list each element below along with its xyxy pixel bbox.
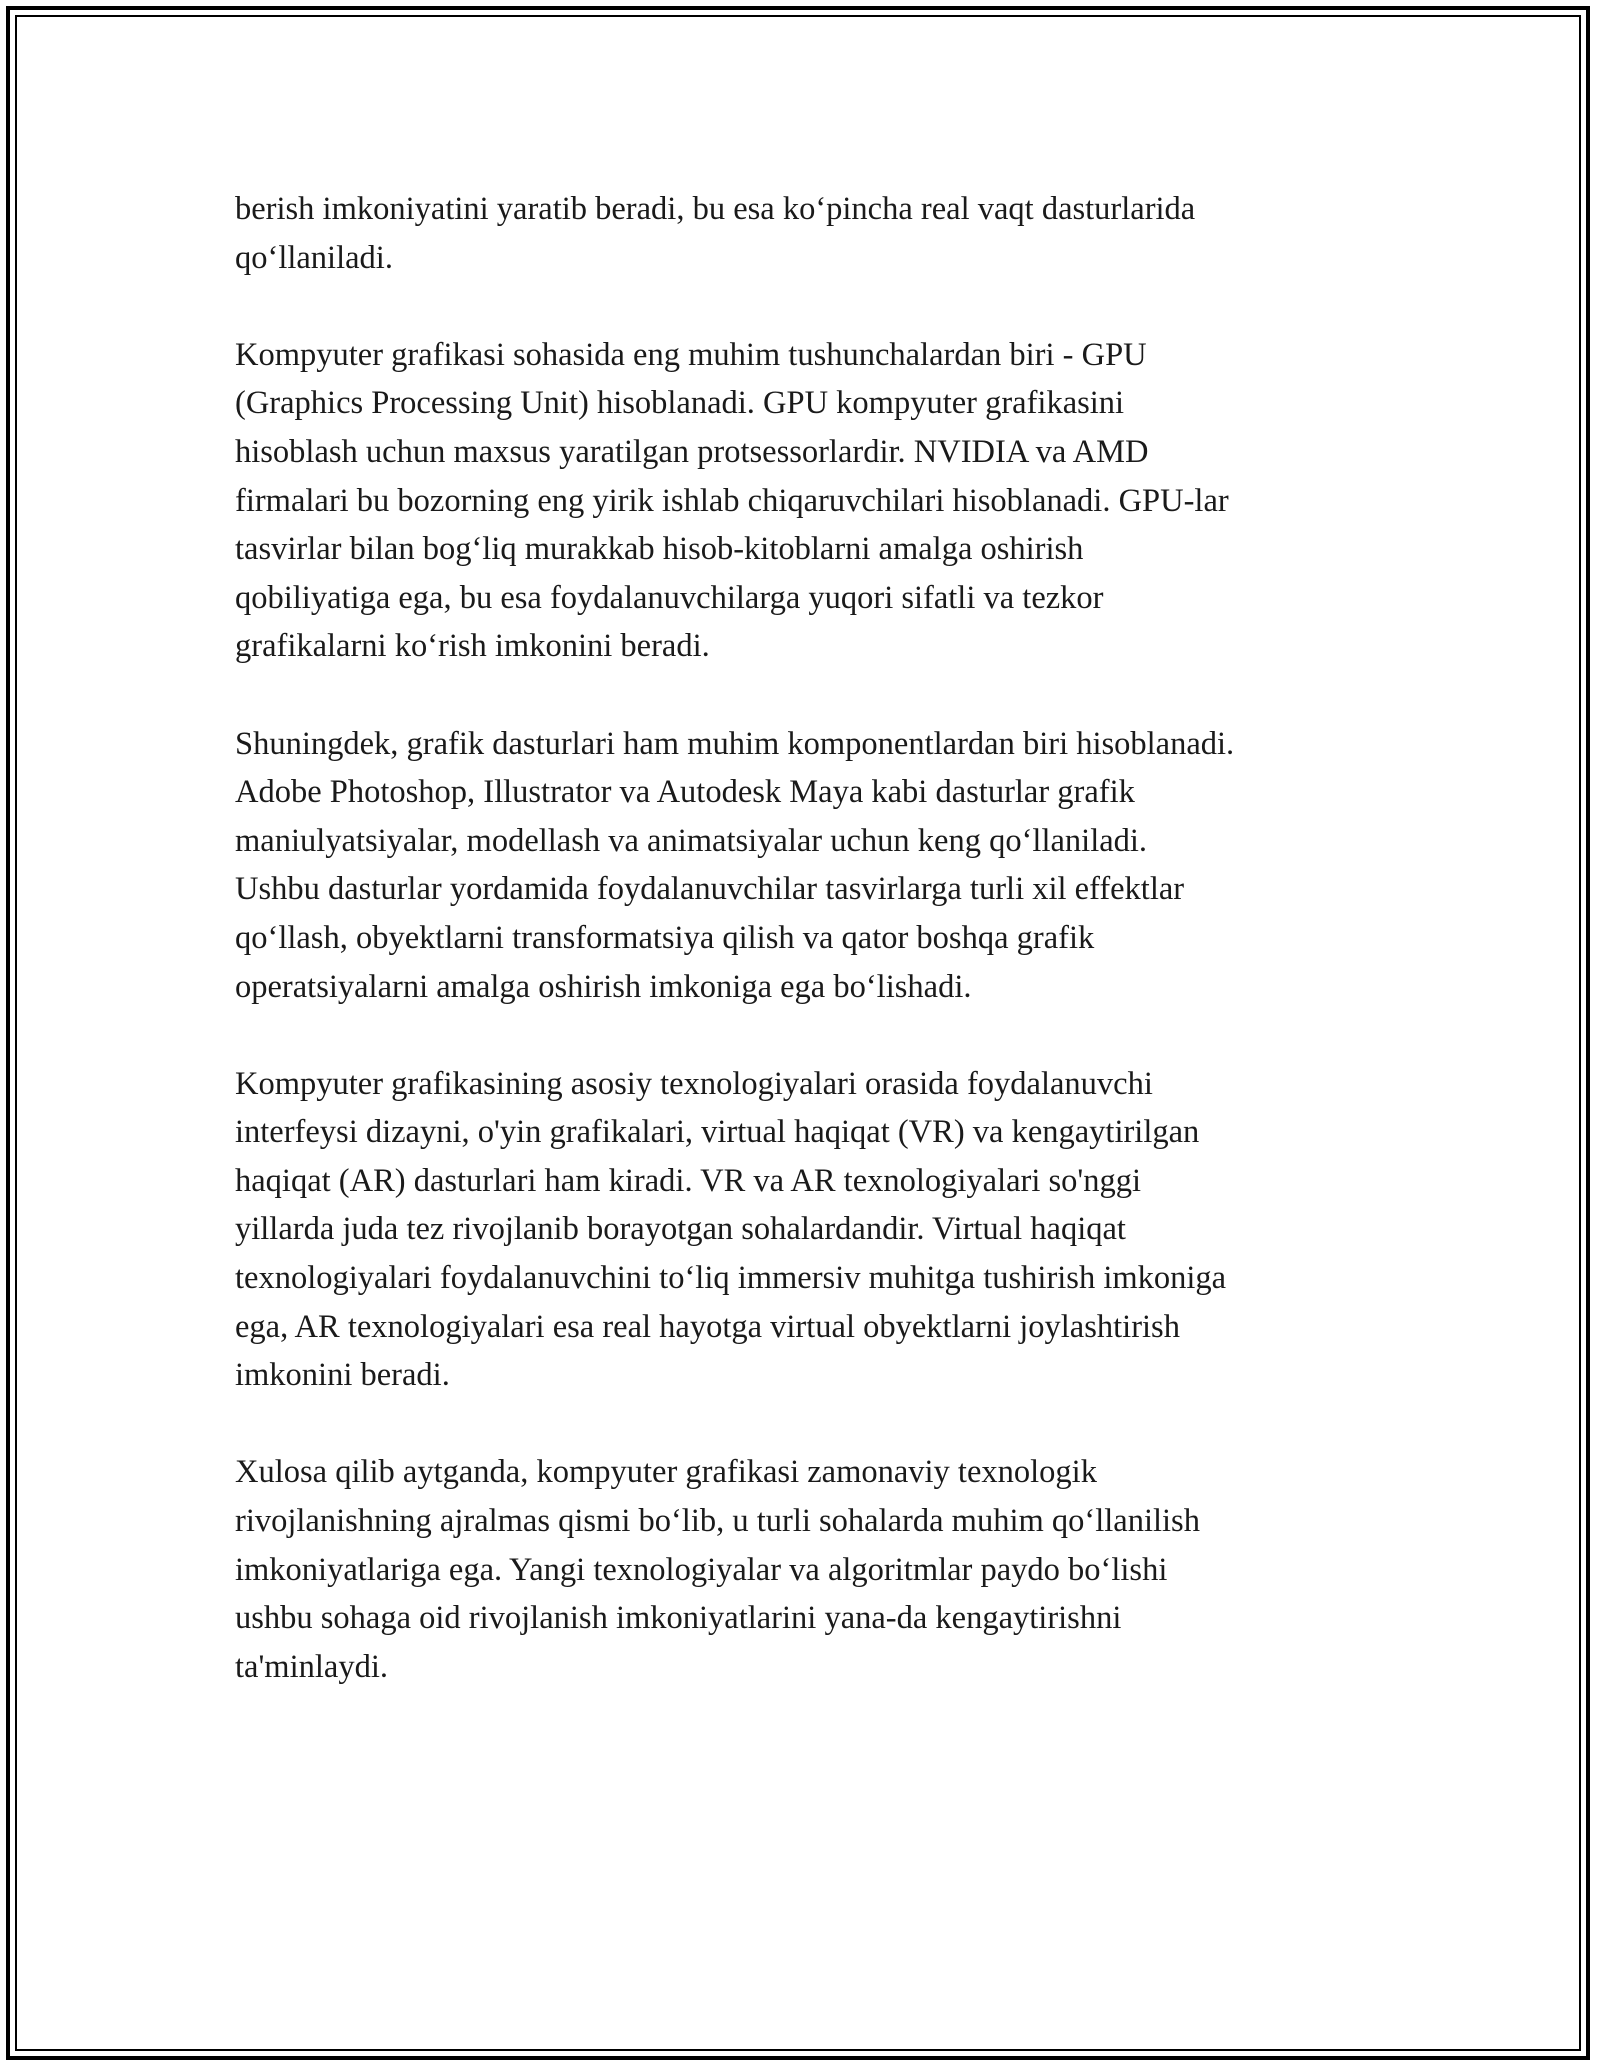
paragraph-graphics-software: Shuningdek, grafik dasturlari ham muhim komponentlardan biri hisoblanadi. Adobe Photoshop, Illustrator va Autodesk Maya kabi dasturlar grafik maniulyatsiyalar, modellash va animatsiyalar uchun keng qo‘llaniladi. Ushbu dasturlar yordamida foydalanuvchilar tasvirlarga turli xil effektlar qo‘llash, obyektlarni transformatsiya qilish va qator boshqa grafik operatsiyalarni amalga oshirish imkoniga ega bo‘lishadi. — [235, 725, 1235, 1005]
paragraph-gpu: Kompyuter grafikasi sohasida eng muhim tushunchalardan biri - GPU (Graphics Processing Unit) hisoblanadi. GPU kompyuter grafikasini hisoblash uchun maxsus yaratilgan protsessorlardir. NVIDIA va AMD firmalari bu bozorning eng yirik ishlab chiqaruvchilari hisoblanadi. GPU-lar tasvirlar bilan bog‘liq murakkab hisob-kitoblarni amalga oshirish qobiliyatiga ega, bu esa foydalanuvchilarga yuqori sifatli va tezkor grafikalarni ko‘rish imkonini beradi. — [235, 336, 1229, 665]
paragraph-vr-ar: Kompyuter grafikasining asosiy texnologiyalari orasida foydalanuvchi interfeysi dizayni, o'yin grafikalari, virtual haqiqat (VR) va kengaytirilgan haqiqat (AR) dasturlari ham kiradi. VR va AR texnologiyalari so'nggi yillarda juda tez rivojlanib borayotgan sohalardandir. Virtual haqiqat texnologiyalari foydalanuvchini to‘liq immersiv muhitga tushirish imkoniga ega, AR texnologiyalari esa real hayotga virtual obyektlarni joylashtirish imkonini beradi. — [235, 1065, 1227, 1394]
paragraph-conclusion: Xulosa qilib aytganda, kompyuter grafikasi zamonaviy texnologik rivojlanishning ajralmas qismi bo‘lib, u turli sohalarda muhim qo‘llanilish imkoniyatlariga ega. Yangi texnologiyalar va algoritmlar paydo bo‘lishi ushbu sohaga oid rivojlanish imkoniyatlarini yana-da kengaytirishni ta'minlaydi. — [235, 1454, 1200, 1685]
paragraph-continuation: berish imkoniyatini yaratib beradi, bu esa ko‘pincha real vaqt dasturlarida qo‘llaniladi. — [235, 191, 1196, 276]
document-body — [235, 185, 1370, 1740]
